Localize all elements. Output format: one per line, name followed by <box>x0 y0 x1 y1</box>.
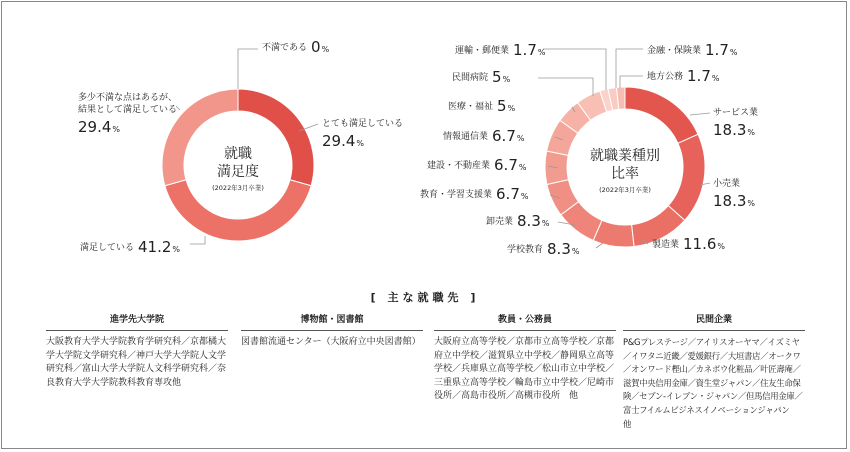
chart2-title-line2: 比率 <box>611 166 639 182</box>
column-body: 大阪教育大学大学院教育学研究科／京都橘大学大学院文学研究科／神戸大学大学院人文学研究科／富山大学大学院人文科学研究科／奈良教育大学大学院教科教育専攻他 <box>46 337 227 388</box>
employers-title: [ 主な就職先 ] <box>370 291 480 304</box>
slice-unit: % <box>717 242 726 251</box>
slice-label-group <box>486 212 550 230</box>
slice-unit: % <box>571 247 580 256</box>
slice-label: 金融・保険業 <box>647 46 702 56</box>
slice-unit: % <box>356 139 365 148</box>
slice-value: 11.6% <box>683 235 726 253</box>
donut-slice <box>668 134 705 220</box>
slice-unit: % <box>516 134 525 143</box>
slice-unit: % <box>172 245 181 254</box>
slice-label-group <box>455 41 546 59</box>
slice-label: 民間病院 <box>452 73 489 83</box>
slice-label: 満足している <box>80 243 135 253</box>
slice-label: 学校教育 <box>507 245 544 255</box>
slice-unit: % <box>321 45 330 54</box>
column-teachers-civil <box>434 312 616 404</box>
slice-label-group <box>443 127 525 145</box>
slice-label: 多少不満な点はあるが、 <box>78 93 178 103</box>
column-heading: 民間企業 <box>623 312 805 331</box>
slice-value: 5% <box>497 97 516 115</box>
slice-label: 製造業 <box>652 240 680 250</box>
slice-value: 8.3% <box>547 240 580 258</box>
leader-line <box>596 243 603 248</box>
chart1-title-line2: 満足度 <box>217 164 259 180</box>
slice-label: 情報通信業 <box>443 132 489 142</box>
chart2-title-line1: 就職業種別 <box>590 148 660 164</box>
slice-label: 小売業 <box>713 179 741 189</box>
slice-unit: % <box>520 192 529 201</box>
column-heading: 教員・公務員 <box>434 312 616 331</box>
slice-label: サービス業 <box>713 108 759 118</box>
donut-slice <box>625 87 698 143</box>
leader-line <box>538 78 593 96</box>
slice-label-group <box>507 240 580 258</box>
slice-value: 29.4% <box>78 118 121 136</box>
slice-unit: % <box>112 125 121 134</box>
slice-label: 建設・不動産業 <box>427 161 491 171</box>
slice-value: 6.7% <box>494 156 527 174</box>
slice-unit: % <box>747 128 756 137</box>
slice-unit: % <box>541 219 550 228</box>
leader-line <box>543 49 606 90</box>
slice-value: 18.3% <box>713 192 756 210</box>
slice-unit: % <box>729 48 738 57</box>
leader-line <box>620 76 643 88</box>
slice-value: 6.7% <box>492 127 525 145</box>
slice-value: 41.2% <box>138 238 181 256</box>
slice-value: 18.3% <box>713 121 756 139</box>
slice-label: 地方公務 <box>647 72 684 82</box>
slice-value: 1.7% <box>513 41 546 59</box>
slice-value: 6.7% <box>496 185 529 203</box>
slice-label: 運輸・郵便業 <box>455 46 510 56</box>
chart1-subtitle: (2022年3月卒業) <box>212 184 264 192</box>
leader-line <box>190 236 205 244</box>
slice-label: とても満足している <box>322 119 404 129</box>
column-body: 図書館流通センター（大阪府立中央図書館） <box>241 337 421 347</box>
leader-line <box>690 113 710 115</box>
slice-value: 1.7% <box>687 67 720 85</box>
slice-label-group <box>420 185 529 203</box>
chart2-subtitle: (2022年3月卒業) <box>599 186 651 194</box>
column-private-companies <box>623 312 805 431</box>
column-heading: 進学先大学院 <box>46 312 228 331</box>
column-body: 大阪府立高等学校／京都市立高等学校／京都府立中学校／滋賀県立中学校／静岡県立高等学校／兵庫県立高等学校／松山市立中学校／三重県立高等学校／輪島市立中学校／尼崎市役所／高島市役所／高槻市役所 他 <box>434 337 615 402</box>
column-heading: 博物館・図書館 <box>241 312 423 331</box>
slice-unit: % <box>502 75 511 84</box>
slice-unit: % <box>518 163 527 172</box>
slice-value: 8.3% <box>517 212 550 230</box>
slice-label-group <box>448 97 516 115</box>
column-museum-library <box>241 312 423 350</box>
leader-line <box>238 49 258 89</box>
slice-label-group <box>452 68 511 86</box>
slice-unit: % <box>711 74 720 83</box>
slice-label: 教育・学習支援業 <box>420 190 493 200</box>
column-body: P&Gプレステージ／アイリスオーヤマ／イズミヤ／イワタニ近畿／愛媛銀行／大垣書店／オークワ／オンワード樫山／カネボウ化粧品／叶匠壽庵／滋賀中央信用金庫／資生堂ジャパン／住友生命保険／セブン-イレブン・ジャパン／但馬信用金庫／富士フイルムビジネスイノベーションジャパン 他 <box>623 337 803 429</box>
slice-unit: % <box>537 48 546 57</box>
slice-label: 医療・福祉 <box>448 102 494 112</box>
slice-label-group <box>427 156 527 174</box>
slice-label: 不満である <box>262 43 308 53</box>
slice-label: 卸売業 <box>486 217 514 227</box>
slice-unit: % <box>507 104 516 113</box>
slice-label: 結果として満足している <box>78 105 178 115</box>
chart1-title-line1: 就職 <box>224 146 252 162</box>
slice-unit: % <box>747 199 756 208</box>
column-graduate-school <box>46 312 228 390</box>
slice-value: 5% <box>492 68 511 86</box>
slice-value: 1.7% <box>705 41 738 59</box>
slice-value: 0% <box>311 38 330 56</box>
slice-value: 29.4% <box>322 132 365 150</box>
